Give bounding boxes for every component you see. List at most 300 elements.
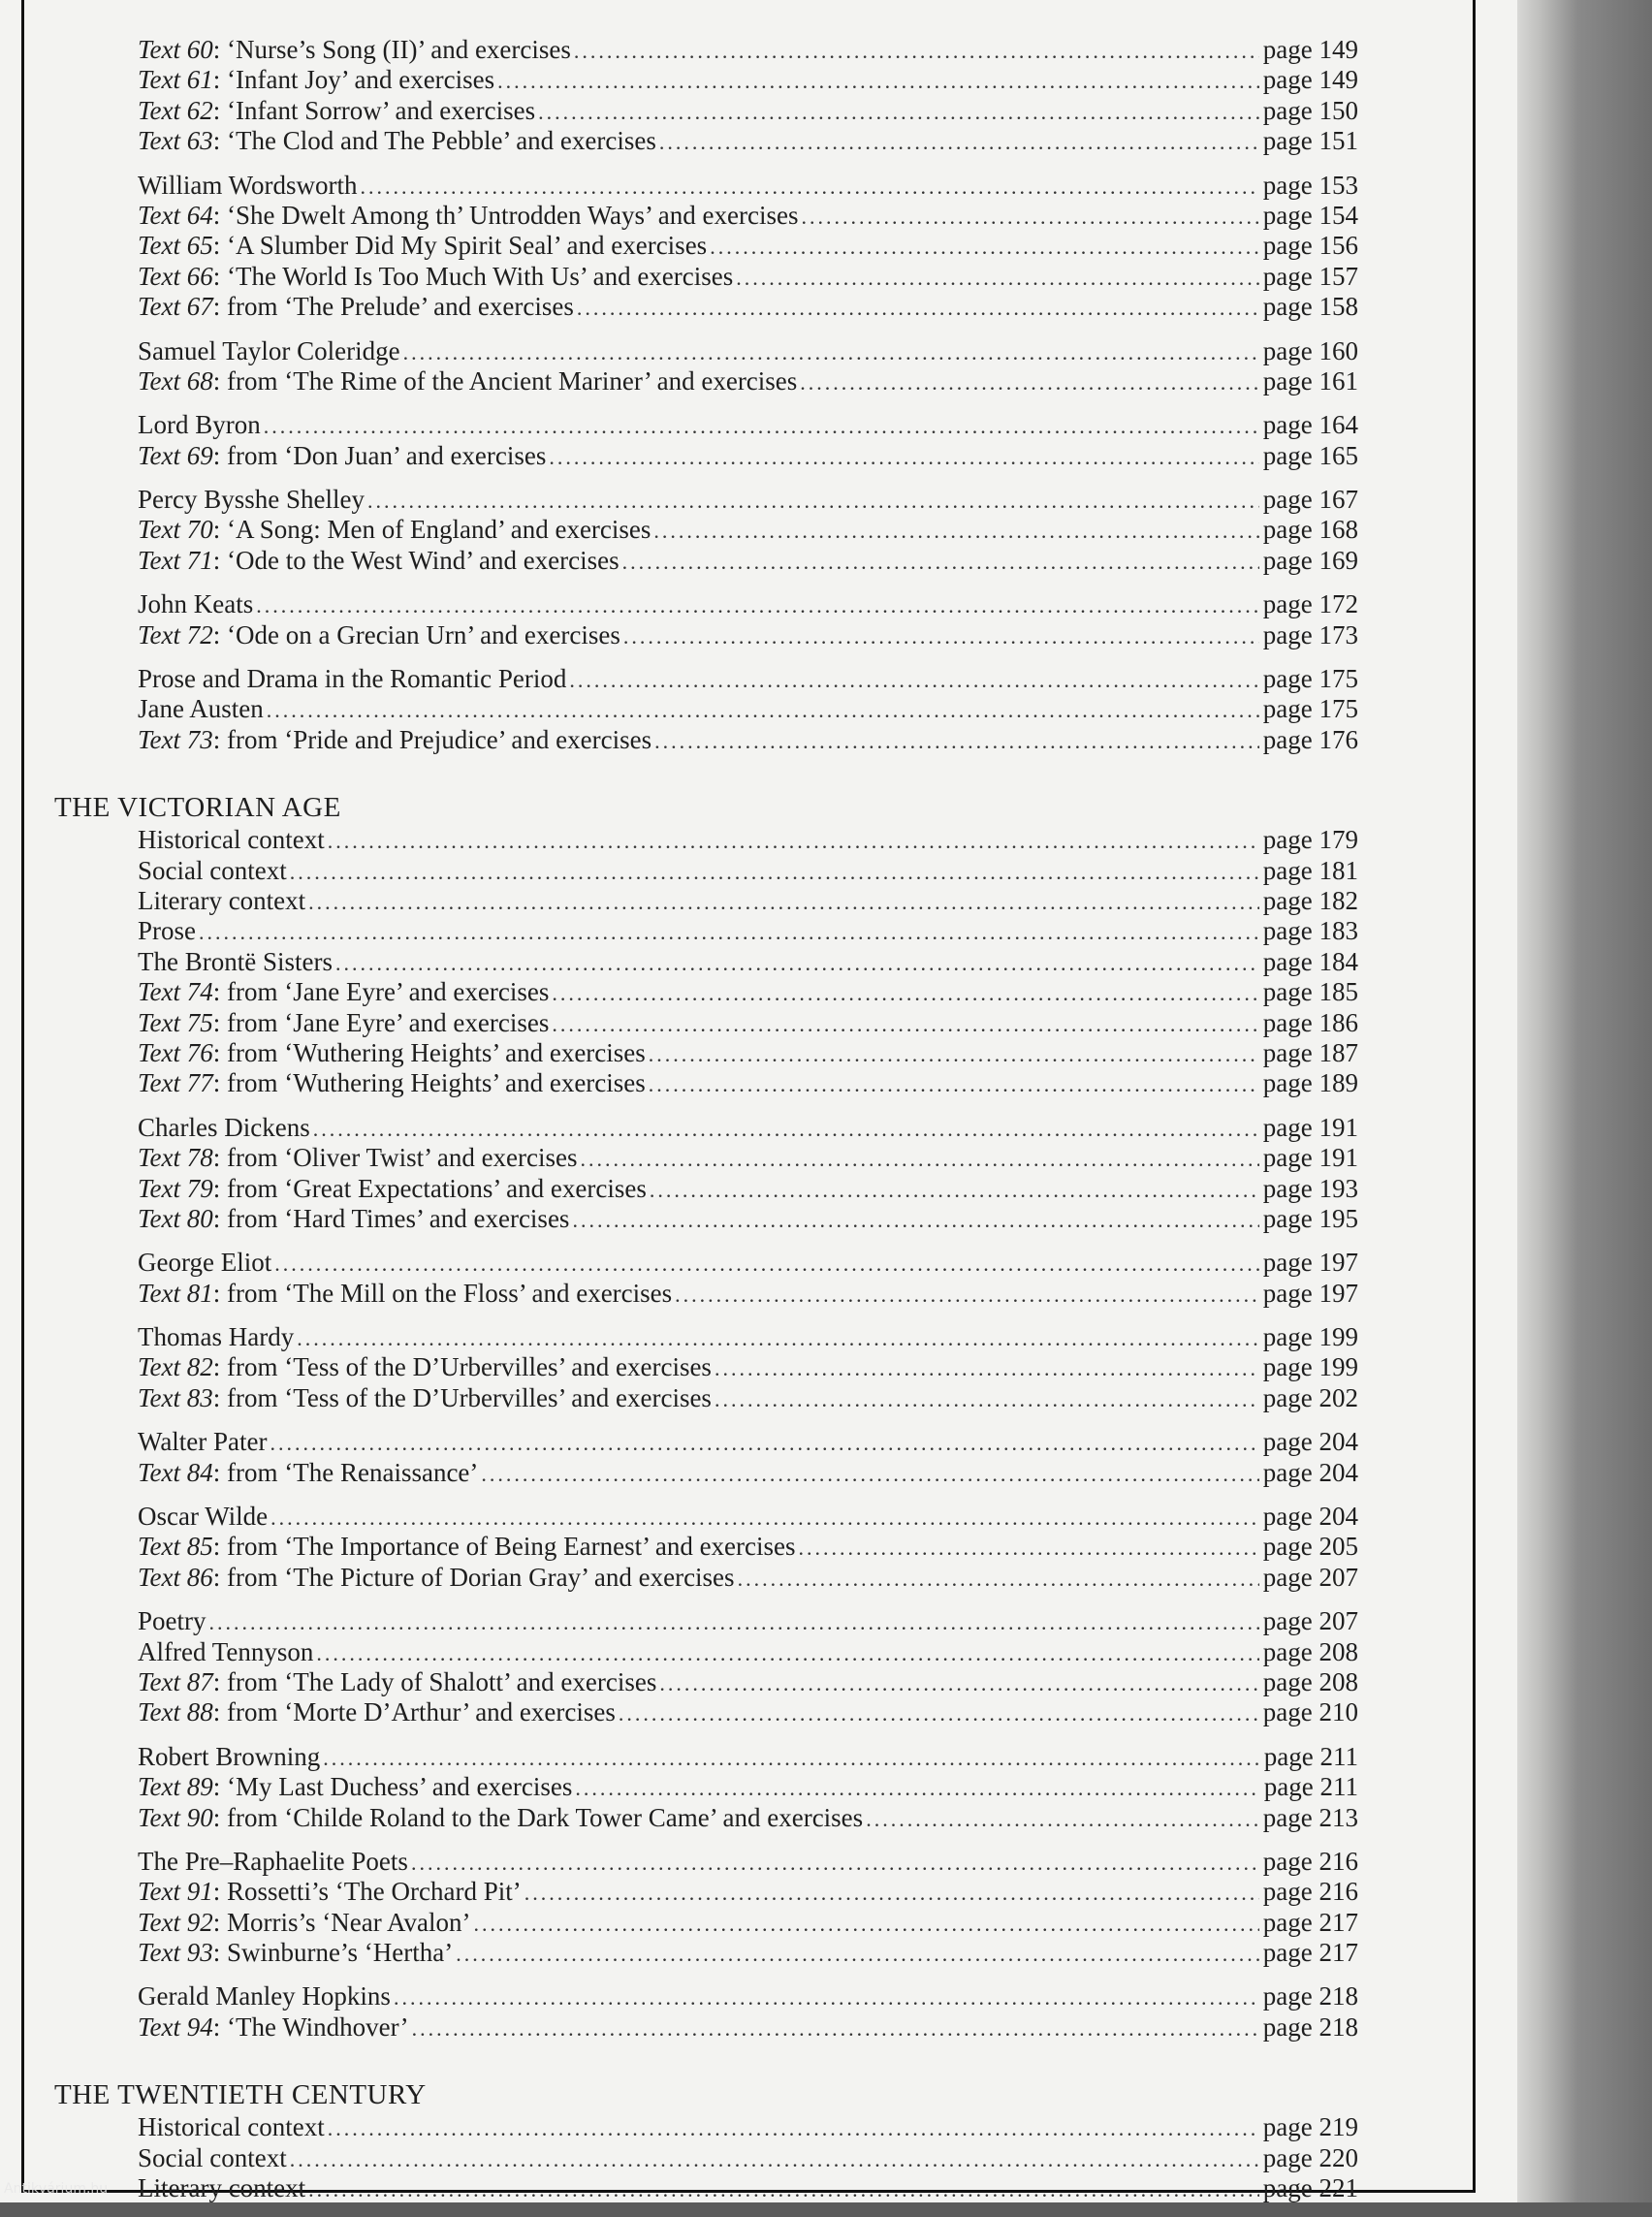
toc-entry[interactable] [54,1174,1358,1204]
toc-entry[interactable] [54,1143,1358,1173]
dot-leader [552,1009,1258,1039]
toc-entry[interactable] [54,2012,1358,2043]
toc-entry[interactable] [54,1204,1358,1234]
entry-title-text: Prose [138,916,196,946]
dot-leader [572,1205,1258,1235]
page-number: page 156 [1262,231,1358,261]
toc-entry-title [138,1383,712,1413]
toc-entry[interactable] [54,664,1358,694]
toc-group [54,1606,1358,1728]
dot-leader [659,127,1259,157]
toc-group [54,336,1358,397]
page-number: page 169 [1262,545,1358,575]
page-number: page 204 [1262,1427,1358,1457]
toc-entry[interactable] [54,262,1358,292]
page-number: page 218 [1262,1981,1358,2011]
toc-group [54,485,1358,576]
text-number: Text 83 [138,1382,213,1412]
page-number: page 210 [1262,1697,1358,1727]
background-surface [1517,0,1652,2202]
entry-title-text: : from ‘Hard Times’ and exercises [212,1203,570,1233]
entry-title-text: : Rossetti’s ‘The Orchard Pit’ [212,1877,522,1907]
table-of-contents [54,35,1358,2217]
text-number: Text 63 [138,126,213,156]
page-number: page 204 [1262,1457,1358,1487]
dot-leader [264,411,1259,441]
text-number: Text 66 [138,261,213,291]
dot-leader [481,1459,1258,1489]
toc-group [54,1248,1358,1309]
dot-leader [736,263,1259,293]
dot-leader [654,726,1259,756]
toc-entry[interactable] [54,126,1358,156]
toc-entry[interactable] [54,1803,1358,1833]
dot-leader [622,547,1259,577]
toc-entry[interactable] [54,1248,1358,1278]
dot-leader [360,172,1258,202]
dot-leader [653,516,1258,546]
page-number: page 217 [1262,1907,1358,1937]
toc-entry-title [138,1742,320,1772]
entry-title-text: Historical context [138,2112,325,2142]
toc-group [54,589,1358,650]
toc-entry-title [138,262,733,292]
dot-leader [297,1323,1259,1353]
entry-title-text: : from ‘The Picture of Dorian Gray’ and exercises [212,1562,735,1592]
dot-leader [574,36,1259,66]
page-number: page 151 [1262,126,1358,156]
dot-leader [619,1698,1259,1728]
entry-title-text: : ‘Nurse’s Song (II)’ and exercises [212,35,571,64]
toc-entry-title [138,231,707,261]
toc-group [54,1113,1358,1235]
toc-entry[interactable] [54,1427,1358,1457]
toc-entry-title [138,292,574,322]
entry-title-text: : ‘A Song: Men of England’ and exercises [212,515,651,545]
text-number: Text 68 [138,365,213,396]
toc-entry[interactable] [54,231,1358,261]
entry-title-text: : ‘The Windhover’ [212,2011,409,2042]
toc-entry[interactable] [54,1068,1358,1098]
toc-entry[interactable] [54,1606,1358,1636]
toc-entry-title [138,546,620,576]
toc-entry[interactable] [54,1563,1358,1593]
text-number: Text 85 [138,1532,213,1562]
toc-entry[interactable] [54,1981,1358,2011]
toc-entry[interactable] [54,96,1358,126]
toc-entry[interactable] [54,1877,1358,1907]
entry-title-text: : from ‘Oliver Twist’ and exercises [212,1143,578,1173]
dot-leader [308,2174,1259,2204]
entry-title-text: : from ‘Morte D’Arthur’ and exercises [212,1697,616,1727]
toc-entry-title [138,366,797,396]
toc-group [54,171,1358,323]
toc-entry[interactable] [54,201,1358,231]
entry-title-text: : from ‘The Mill on the Floss’ and exercises [212,1278,673,1308]
toc-entry-title [138,1279,672,1309]
toc-entry-title [138,1352,712,1382]
toc-entry[interactable] [54,410,1358,440]
toc-entry[interactable] [54,1697,1358,1727]
entry-title-text: : ‘Ode to the West Wind’ and exercises [212,545,620,575]
toc-entry-title [138,1606,206,1636]
page-number: page 172 [1262,589,1358,619]
toc-entry[interactable] [54,2143,1358,2173]
text-number: Text 73 [138,724,213,754]
entry-title-text: : Morris’s ‘Near Avalon’ [212,1907,471,1937]
page-number: page 160 [1262,335,1358,365]
toc-entry-title [138,2012,409,2043]
toc-entry-title [138,1204,569,1234]
entry-title-text: : ‘The Clod and The Pebble’ and exercises [212,126,656,156]
entry-title-text: : ‘Infant Sorrow’ and exercises [212,95,536,125]
text-number: Text 71 [138,545,213,575]
dot-leader [738,1564,1259,1594]
dot-leader [800,367,1258,397]
toc-entry-title [138,825,325,855]
page-number: page 153 [1262,170,1358,200]
text-number: Text 60 [138,35,213,64]
page-number: page 182 [1262,885,1358,915]
toc-entry-title [138,856,287,886]
text-number: Text 79 [138,1173,213,1203]
entry-title-text: George Eliot [138,1248,272,1278]
page-number: page 184 [1262,946,1358,976]
entry-title-text: : ‘My Last Duchess’ and exercises [212,1772,573,1802]
toc-entry[interactable] [54,620,1358,650]
entry-title-text: Percy Bysshe Shelley [138,485,365,515]
toc-entry[interactable] [54,1637,1358,1667]
toc-entry[interactable] [54,1742,1358,1772]
text-number: Text 94 [138,2011,213,2042]
toc-entry[interactable] [54,485,1358,515]
text-number: Text 89 [138,1772,213,1802]
dot-leader [394,1982,1259,2012]
entry-title-text: : Swinburne’s ‘Hertha’ [212,1938,454,1968]
toc-entry[interactable] [54,336,1358,366]
toc-entry-title [138,1908,470,1938]
dot-leader [316,1638,1258,1668]
text-number: Text 78 [138,1143,213,1173]
toc-entry-title [138,1938,453,1968]
text-number: Text 82 [138,1352,213,1382]
entry-title-text: : from ‘Wuthering Heights’ and exercises [212,1037,646,1067]
toc-entry-title [138,1697,616,1727]
text-number: Text 62 [138,95,213,125]
entry-title-text: Walter Pater [138,1427,268,1457]
toc-entry-title [138,977,549,1007]
romantic-entries [54,35,1358,755]
entry-title-text: : ‘Ode on a Grecian Urn’ and exercises [212,619,620,649]
toc-entry[interactable] [54,366,1358,396]
toc-group [54,825,1358,1099]
entry-title-text: : from ‘The Prelude’ and exercises [212,292,574,322]
toc-entry-title [138,1847,408,1877]
toc-entry-title [138,201,798,231]
entry-title-text: : ‘She Dwelt Among th’ Untrodden Ways’ and exercises [212,200,799,230]
entry-title-text: Literary context [138,885,306,915]
entry-title-text: : from ‘Don Juan’ and exercises [212,440,547,470]
toc-entry[interactable] [54,35,1358,65]
entry-title-text: : from ‘The Lady of Shalott’ and exercises [212,1666,657,1696]
page-number: page 193 [1262,1173,1358,1203]
toc-group [54,410,1358,471]
page-number: page 161 [1262,365,1358,396]
toc-entry-title [138,1174,647,1204]
toc-entry-title [138,171,357,201]
page-number: page 211 [1263,1741,1358,1771]
text-number: Text 88 [138,1697,213,1727]
dot-leader [675,1280,1259,1310]
toc-entry[interactable] [54,1667,1358,1697]
entry-title-text: : ‘A Slumber Did My Spirit Seal’ and exercises [212,231,708,261]
page-number: page 213 [1262,1802,1358,1832]
text-number: Text 70 [138,515,213,545]
toc-entry[interactable] [54,2173,1358,2203]
text-number: Text 61 [138,65,213,95]
toc-entry[interactable] [54,1908,1358,1938]
text-number: Text 80 [138,1203,213,1233]
dot-leader [649,1069,1259,1099]
toc-entry[interactable] [54,1458,1358,1488]
toc-entry[interactable] [54,1772,1358,1802]
dot-leader [866,1804,1259,1834]
dot-leader [209,1607,1259,1637]
entry-title-text: Social context [138,855,287,885]
dot-leader [801,202,1258,232]
page-number: page 199 [1262,1352,1358,1382]
toc-entry-title [138,1772,572,1802]
toc-entry[interactable] [54,886,1358,916]
toc-entry[interactable] [54,441,1358,471]
page-number: page 204 [1262,1502,1358,1532]
entry-title-text: Literary context [138,2173,306,2203]
toc-entry-title [138,2112,325,2142]
toc-group [54,1742,1358,1833]
dot-leader [308,887,1259,917]
toc-entry[interactable] [54,1352,1358,1382]
toc-entry-title [138,1667,656,1697]
dot-leader [267,695,1259,725]
toc-entry-title [138,1038,646,1068]
toc-entry[interactable] [54,589,1358,619]
page-number: page 168 [1262,515,1358,545]
page-number: page 216 [1262,1846,1358,1876]
dot-leader [270,1428,1259,1458]
entry-title-text: : from ‘Great Expectations’ and exercises [212,1173,647,1203]
dot-leader [290,2144,1259,2174]
toc-entry[interactable] [54,1383,1358,1413]
dot-leader [256,590,1259,620]
page-number: page 186 [1262,1007,1358,1037]
entry-title-text: The Brontë Sisters [138,946,333,976]
toc-entry-title [138,1458,478,1488]
page-number: page 157 [1262,261,1358,291]
toc-entry[interactable] [54,65,1358,95]
page-number: page 208 [1262,1666,1358,1696]
page-number: page 197 [1262,1248,1358,1278]
toc-entry-title [138,916,196,946]
toc-entry-title [138,1068,646,1098]
entry-title-text: : from ‘The Rime of the Ancient Mariner’ and exercises [212,365,798,396]
page-number: page 175 [1262,664,1358,694]
dot-leader [328,826,1259,856]
toc-entry-title [138,441,546,471]
text-number: Text 91 [138,1877,213,1907]
entry-title-text: William Wordsworth [138,170,358,200]
toc-entry[interactable] [54,1008,1358,1038]
toc-entry[interactable] [54,856,1358,886]
dot-leader [575,1773,1259,1803]
toc-entry-title [138,664,566,694]
page-number: page 175 [1262,694,1358,724]
entry-title-text: Poetry [138,1606,206,1636]
entry-title-text: Charles Dickens [138,1112,310,1142]
dot-leader [710,232,1259,262]
dot-leader [799,1533,1259,1563]
page-number: page 207 [1262,1562,1358,1592]
entry-title-text: Gerald Manley Hopkins [138,1981,391,2011]
text-number: Text 81 [138,1278,213,1308]
dot-leader [549,442,1258,472]
dot-leader [367,486,1259,516]
dot-leader [715,1384,1259,1414]
entry-title-text: Lord Byron [138,410,261,440]
page-number: page 154 [1262,200,1358,230]
page-number: page 221 [1262,2173,1358,2203]
entry-title-text: Oscar Wilde [138,1502,269,1532]
toc-entry-title [138,947,333,977]
toc-entry[interactable] [54,515,1358,545]
entry-title-text: Robert Browning [138,1741,321,1771]
entry-title-text: Thomas Hardy [138,1322,295,1352]
text-number: Text 77 [138,1068,213,1098]
toc-entry[interactable] [54,1847,1358,1877]
page-number: page 216 [1262,1877,1358,1907]
twentieth-entries [54,2112,1358,2203]
toc-entry-title [138,126,656,156]
page-number: page 191 [1262,1112,1358,1142]
toc-entry-title [138,1637,313,1667]
dot-leader [290,857,1259,887]
section-heading-twentieth: THE TWENTIETH CENTURY [54,2079,427,2111]
toc-entry[interactable] [54,725,1358,755]
dot-leader [473,1909,1258,1939]
entry-title-text: : from ‘Wuthering Heights’ and exercises [212,1068,646,1098]
toc-entry[interactable] [54,292,1358,322]
toc-entry[interactable] [54,916,1358,946]
dot-leader [650,1175,1259,1205]
dot-leader [497,66,1259,96]
entry-title-text: : from ‘The Importance of Being Earnest’ and exercises [212,1532,796,1562]
dot-leader [649,1039,1259,1069]
toc-entry-title [138,1008,549,1038]
toc-entry-title [138,725,651,755]
page-number: page 181 [1262,855,1358,885]
page-number: page 149 [1262,35,1358,64]
entry-title-text: : from ‘Childe Roland to the Dark Tower Came’ and exercises [212,1802,864,1832]
toc-entry[interactable] [54,1322,1358,1352]
text-number: Text 72 [138,619,213,649]
toc-entry-title [138,1803,863,1833]
toc-entry-title [138,589,253,619]
toc-entry[interactable] [54,825,1358,855]
toc-entry[interactable] [54,1502,1358,1532]
toc-entry[interactable] [54,947,1358,977]
entry-title-text: Samuel Taylor Coleridge [138,335,400,365]
entry-title-text: The Pre–Raphaelite Poets [138,1846,408,1876]
toc-entry-title [138,1248,271,1278]
toc-entry[interactable] [54,1279,1358,1309]
text-number: Text 90 [138,1802,213,1832]
dot-leader [456,1939,1259,1969]
toc-entry-title [138,1502,268,1532]
entry-title-text: Historical context [138,825,325,855]
toc-entry[interactable] [54,977,1358,1007]
watermark: Antikvárium.hu [4,2181,109,2197]
text-number: Text 76 [138,1037,213,1067]
toc-entry-title [138,2143,287,2173]
toc-entry[interactable] [54,1113,1358,1143]
toc-entry-title [138,1563,735,1593]
page-number: page 173 [1262,619,1358,649]
page-number: page 217 [1262,1938,1358,1968]
text-number: Text 92 [138,1907,213,1937]
toc-entry[interactable] [54,1532,1358,1562]
entry-title-text: : from ‘Tess of the D’Urbervilles’ and exercises [212,1382,712,1412]
dot-leader [313,1114,1259,1144]
page-number: page 179 [1262,825,1358,855]
toc-group [54,1427,1358,1488]
page-number: page 183 [1262,916,1358,946]
toc-entry-title [138,35,571,65]
page-number: page 150 [1262,95,1358,125]
toc-entry-title [138,96,535,126]
toc-entry[interactable] [54,171,1358,201]
toc-entry-title [138,515,651,545]
dot-leader [328,2113,1259,2143]
section-heading-victorian: THE VICTORIAN AGE [54,792,341,824]
toc-entry[interactable] [54,1038,1358,1068]
toc-entry[interactable] [54,546,1358,576]
toc-entry[interactable] [54,1938,1358,1968]
entry-title-text: : from ‘Jane Eyre’ and exercises [212,1007,550,1037]
toc-entry[interactable] [54,694,1358,724]
dot-leader [335,948,1259,978]
toc-entry-title [138,1322,294,1352]
toc-entry-title [138,1981,391,2011]
page-number: page 167 [1262,485,1358,515]
entry-title-text: : from ‘The Renaissance’ [212,1457,479,1487]
page-number: page 202 [1262,1382,1358,1412]
page-number: page 208 [1262,1636,1358,1666]
entry-title-text: : from ‘Jane Eyre’ and exercises [212,977,550,1007]
dot-leader [623,621,1259,651]
toc-entry-title [138,1143,578,1173]
page-number: page 176 [1262,724,1358,754]
toc-entry[interactable] [54,2112,1358,2142]
toc-group [54,1322,1358,1413]
entry-title-text: John Keats [138,589,254,619]
text-number: Text 75 [138,1007,213,1037]
dot-leader [199,917,1259,947]
toc-group [54,1847,1358,1969]
dot-leader [569,665,1258,695]
dot-leader [715,1353,1259,1383]
toc-entry-title [138,1532,796,1562]
toc-entry-title [138,694,264,724]
text-number: Text 84 [138,1457,213,1487]
